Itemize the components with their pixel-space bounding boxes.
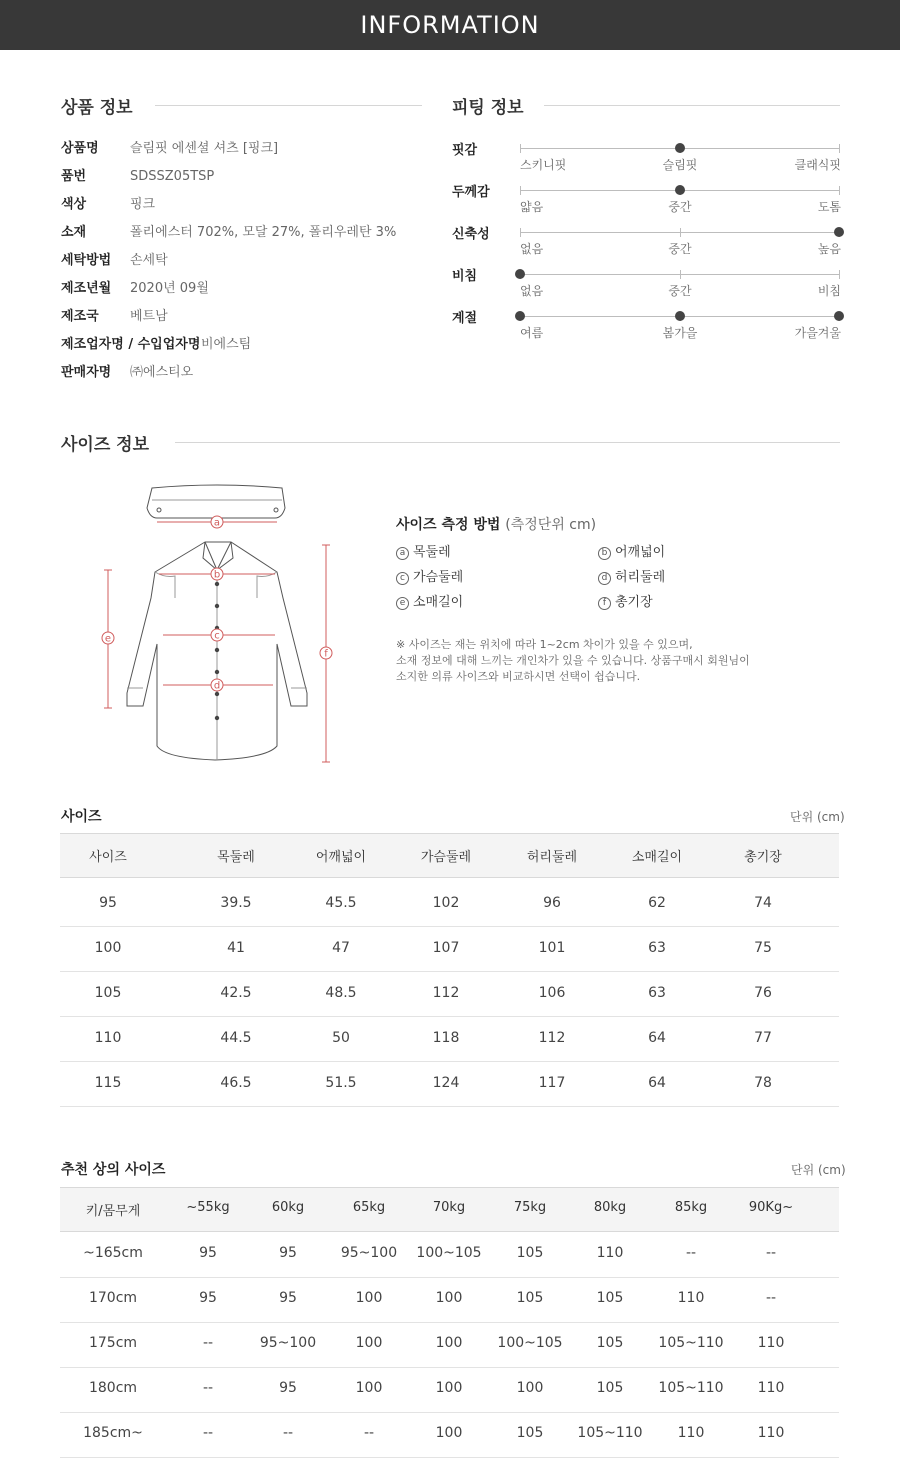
size-table-cell: 64: [648, 1030, 666, 1046]
product-info-label: 제조국: [61, 309, 99, 324]
size-table-cell: 46.5: [220, 1075, 252, 1091]
size-table-cell: 42.5: [220, 985, 252, 1001]
rec-table-cell: --: [202, 1335, 214, 1351]
note-line: 소지한 의류 사이즈와 비교하시면 선택이 쉽습니다.: [396, 670, 641, 683]
measure-item: [396, 566, 463, 585]
measure-item: [598, 541, 665, 560]
rec-table-cell: 95: [279, 1245, 297, 1261]
size-table-cell: 118: [432, 1030, 460, 1046]
size-table-header-cell: 허리둘레: [526, 850, 578, 865]
size-table-cell: 78: [754, 1075, 772, 1091]
rec-table-header-cell: 85kg: [674, 1200, 708, 1215]
fitting-label: 핏감: [452, 143, 478, 158]
product-info-value: 2020년 09월: [130, 281, 209, 296]
measure-item: [598, 566, 665, 585]
rec-table-cell: 110: [757, 1380, 785, 1396]
rec-table-cell: 100~105: [416, 1245, 482, 1261]
rec-table-cell: 110: [677, 1425, 705, 1441]
rec-table-title: 추천 상의 사이즈: [61, 1162, 166, 1178]
fitting-selected-dot: [834, 311, 844, 321]
rec-table-cell: 95: [279, 1290, 297, 1306]
rec-table-cell: 95~100: [340, 1245, 398, 1261]
fitting-scale-tick: [520, 144, 521, 153]
fitting-scale-tick: [839, 144, 840, 153]
rec-table-cell: --: [363, 1425, 375, 1441]
fitting-scale-tick: [520, 228, 521, 237]
size-table-cell: 76: [754, 985, 772, 1001]
size-table-cell: 44.5: [220, 1030, 252, 1046]
product-info-row: [61, 363, 441, 383]
size-table-cell: 112: [538, 1030, 566, 1046]
rec-table-cell: 100: [516, 1380, 544, 1396]
divider: [544, 105, 840, 106]
divider: [175, 442, 840, 443]
fitting-selected-dot: [675, 311, 685, 321]
product-info-label: 품번: [61, 169, 87, 184]
fitting-option-label: 슬림핏: [662, 158, 698, 172]
measure-mark: d: [598, 572, 611, 585]
size-table-cell: 112: [432, 985, 460, 1001]
diagram-mark-a: a: [213, 517, 221, 529]
rec-table-cell: --: [202, 1380, 214, 1396]
product-info-row: [61, 279, 441, 299]
fitting-option-label: 여름: [520, 326, 544, 340]
measure-mark: f: [598, 597, 611, 610]
size-table-cell: 63: [648, 940, 666, 956]
size-table-cell: 96: [543, 895, 561, 911]
size-table-cell: 100: [94, 940, 122, 956]
rec-table-cell: 175cm: [88, 1335, 138, 1351]
diagram-mark-e: e: [104, 633, 112, 645]
rec-table-cell: ~165cm: [83, 1245, 143, 1261]
measure-mark: c: [396, 572, 409, 585]
measure-item: [396, 591, 463, 610]
size-table-header-cell: 총기장: [744, 850, 782, 865]
rec-table-cell: 100: [355, 1290, 383, 1306]
shirt-diagram: [95, 478, 345, 770]
measure-item: [396, 541, 451, 560]
size-table-cell: 124: [432, 1075, 460, 1091]
measure-item: [598, 591, 653, 610]
fitting-option-label: 비침: [817, 284, 841, 298]
rec-table-header-cell: 80kg: [593, 1200, 627, 1215]
size-table-cell: 102: [432, 895, 460, 911]
measure-label: 어깨넓이: [615, 545, 666, 560]
size-table-header-cell: 사이즈: [89, 850, 127, 865]
note-line: 소재 정보에 대해 느끼는 개인차가 있을 수 있습니다. 상품구매시 회원님이: [396, 654, 750, 667]
size-info-title: 사이즈 정보: [61, 435, 150, 455]
fitting-option-label: 없음: [520, 242, 544, 256]
rec-table-cell: 110: [596, 1245, 624, 1261]
rec-table-cell: 110: [757, 1335, 785, 1351]
diagram-mark-c: c: [214, 630, 220, 642]
rec-table-row-divider: [60, 1457, 839, 1458]
rec-table-header-cell: 키/몸무게: [85, 1204, 141, 1219]
rec-table-row-divider: [60, 1367, 839, 1368]
size-table-cell: 47: [332, 940, 350, 956]
size-table-header-cell: 목둘레: [217, 850, 255, 865]
collar-shape: [147, 485, 285, 518]
product-info-label: 제조년월: [61, 281, 112, 296]
fitting-scale-tick: [680, 228, 681, 237]
size-table-cell: 51.5: [325, 1075, 357, 1091]
size-table-row-divider: [60, 1016, 839, 1017]
product-info-title: 상품 정보: [61, 98, 133, 118]
size-table-cell: 48.5: [325, 985, 357, 1001]
rec-table-row-divider: [60, 1412, 839, 1413]
size-table-title: 사이즈: [61, 809, 102, 825]
measure-title: [396, 514, 596, 534]
rec-table-cell: --: [765, 1290, 777, 1306]
measure-label: 목둘레: [413, 545, 451, 560]
product-info-value: 핑크: [130, 197, 156, 212]
header-title: INFORMATION: [360, 11, 540, 39]
rec-table-row-divider: [60, 1322, 839, 1323]
size-table-cell: 77: [754, 1030, 772, 1046]
diagram-mark-d: d: [213, 680, 221, 692]
rec-table-row-divider: [60, 1277, 839, 1278]
size-table-row-divider: [60, 1061, 839, 1062]
fitting-option-label: 스키니핏: [520, 158, 567, 172]
product-info-value: 비에스팀: [201, 337, 252, 352]
size-table-cell: 115: [94, 1075, 122, 1091]
rec-table-header-cell: 70kg: [432, 1200, 466, 1215]
product-info-value: ㈜에스티오: [130, 365, 194, 380]
rec-table-cell: 105~110: [658, 1335, 724, 1351]
fitting-selected-dot: [515, 269, 525, 279]
rec-table-cell: 110: [677, 1290, 705, 1306]
size-table-cell: 106: [538, 985, 566, 1001]
size-table-row-divider: [60, 971, 839, 972]
size-table-cell: 74: [754, 895, 772, 911]
measure-mark: e: [396, 597, 409, 610]
fitting-scale-tick: [680, 270, 681, 279]
fitting-row: [452, 139, 842, 179]
product-info-label: 판매자명: [61, 365, 112, 380]
fitting-option-label: 중간: [668, 200, 692, 214]
rec-table-cell: 105: [516, 1245, 544, 1261]
header-bar: [0, 0, 900, 50]
product-info-label: 색상: [61, 197, 87, 212]
fitting-info-title: 피팅 정보: [452, 98, 524, 118]
fitting-row: [452, 181, 842, 221]
fitting-option-label: 가을겨울: [794, 326, 841, 340]
measure-title-text: 사이즈 측정 방법: [396, 517, 501, 533]
fitting-label: 신축성: [452, 227, 490, 242]
product-info-label: 소재: [61, 225, 87, 240]
product-info-value: 슬림핏 에센셜 셔츠 [핑크]: [130, 141, 279, 156]
diagram-mark-f: f: [324, 648, 328, 660]
rec-table-cell: --: [765, 1245, 777, 1261]
size-table-row-divider: [60, 926, 839, 927]
fitting-scale-tick: [839, 186, 840, 195]
measure-mark: a: [396, 547, 409, 560]
size-table-cell: 107: [432, 940, 460, 956]
fitting-option-label: 도톰: [817, 200, 841, 214]
rec-table-header-cell: 90Kg~: [748, 1200, 794, 1215]
product-info-row: [61, 251, 441, 271]
size-table-cell: 95: [99, 895, 117, 911]
size-table-unit: 단위 (cm): [790, 810, 845, 824]
fitting-selected-dot: [675, 143, 685, 153]
product-info-row: [61, 139, 441, 159]
rec-table-cell: 170cm: [88, 1290, 138, 1306]
product-info-row: [61, 307, 441, 327]
size-table-cell: 64: [648, 1075, 666, 1091]
rec-table-cell: 100: [435, 1380, 463, 1396]
rec-table-cell: --: [685, 1245, 697, 1261]
size-table-cell: 41: [227, 940, 245, 956]
rec-table-header-cell: 65kg: [352, 1200, 386, 1215]
rec-table-cell: 100: [435, 1290, 463, 1306]
size-table-cell: 63: [648, 985, 666, 1001]
fitting-scale-tick: [839, 270, 840, 279]
fitting-label: 두께감: [452, 185, 490, 200]
fitting-row: [452, 307, 842, 347]
measure-label: 소매길이: [413, 595, 464, 610]
size-table-cell: 105: [94, 985, 122, 1001]
size-table-header-cell: 어깨넓이: [315, 850, 367, 865]
product-info-value: 베트남: [130, 309, 168, 324]
fitting-scale-tick: [520, 186, 521, 195]
product-info-label: 세탁방법: [61, 253, 112, 268]
size-table-row-divider: [60, 1106, 839, 1107]
fitting-option-label: 클래식핏: [794, 158, 841, 172]
rec-table-cell: --: [202, 1425, 214, 1441]
rec-table-cell: 100~105: [497, 1335, 563, 1351]
size-table-header-cell: 가슴둘레: [420, 850, 472, 865]
size-table-cell: 39.5: [220, 895, 252, 911]
measure-unit: (측정단위 cm): [505, 517, 597, 533]
fitting-option-label: 봄가을: [662, 326, 698, 340]
product-info-row: [61, 223, 441, 243]
rec-table-cell: 180cm: [88, 1380, 138, 1396]
rec-table-header-cell: 75kg: [513, 1200, 547, 1215]
size-table-cell: 75: [754, 940, 772, 956]
rec-table-cell: 105: [596, 1380, 624, 1396]
rec-table-cell: 110: [757, 1425, 785, 1441]
size-table-header-cell: 소매길이: [631, 850, 683, 865]
measure-label: 허리둘레: [615, 570, 666, 585]
fitting-label: 계절: [452, 311, 478, 326]
measure-label: 총기장: [615, 595, 653, 610]
fitting-option-label: 얇음: [520, 200, 544, 214]
size-table-cell: 117: [538, 1075, 566, 1091]
fitting-row: [452, 265, 842, 305]
rec-table-cell: 100: [435, 1425, 463, 1441]
size-table-cell: 62: [648, 895, 666, 911]
rec-table-cell: 100: [435, 1335, 463, 1351]
fitting-label: 비침: [452, 269, 478, 284]
rec-table-cell: 95~100: [259, 1335, 317, 1351]
rec-table-header-cell: ~55kg: [186, 1200, 230, 1215]
rec-table-cell: 95: [279, 1380, 297, 1396]
fitting-option-label: 중간: [668, 284, 692, 298]
note-line: ※ 사이즈는 재는 위치에 따라 1~2cm 차이가 있을 수 있으며,: [396, 638, 693, 651]
rec-table-cell: 105: [596, 1335, 624, 1351]
product-info-value: 손세탁: [130, 253, 168, 268]
fitting-option-label: 없음: [520, 284, 544, 298]
rec-table-cell: --: [282, 1425, 294, 1441]
measure-mark: b: [598, 547, 611, 560]
product-info-row: [61, 335, 441, 355]
rec-table-unit: 단위 (cm): [791, 1163, 846, 1177]
rec-table-cell: 100: [355, 1380, 383, 1396]
fitting-selected-dot: [515, 311, 525, 321]
rec-table-cell: 105: [596, 1290, 624, 1306]
rec-table-cell: 95: [199, 1245, 217, 1261]
size-table-cell: 50: [332, 1030, 350, 1046]
product-info-value: SDSSZ05TSP: [130, 169, 215, 184]
rec-table-cell: 185cm~: [83, 1425, 143, 1441]
rec-table-cell: 105~110: [577, 1425, 643, 1441]
fitting-row: [452, 223, 842, 263]
fitting-selected-dot: [834, 227, 844, 237]
rec-table-cell: 105: [516, 1425, 544, 1441]
fitting-selected-dot: [675, 185, 685, 195]
size-table-cell: 101: [538, 940, 566, 956]
fitting-option-label: 중간: [668, 242, 692, 256]
rec-table-cell: 95: [199, 1290, 217, 1306]
diagram-mark-b: b: [213, 569, 221, 581]
product-info-row: [61, 167, 441, 187]
product-info-value: 폴리에스터 702%, 모달 27%, 폴리우레탄 3%: [130, 225, 397, 240]
product-info-label: 제조업자명 / 수입업자명: [61, 337, 201, 352]
rec-table-cell: 105: [516, 1290, 544, 1306]
divider: [155, 105, 422, 106]
size-table-cell: 45.5: [325, 895, 357, 911]
size-table-cell: 110: [94, 1030, 122, 1046]
rec-table-cell: 105~110: [658, 1380, 724, 1396]
product-info-row: [61, 195, 441, 215]
fitting-option-label: 높음: [817, 242, 841, 256]
rec-table-cell: 100: [355, 1335, 383, 1351]
measure-label: 가슴둘레: [413, 570, 464, 585]
product-info-label: 상품명: [61, 141, 99, 156]
rec-table-header-cell: 60kg: [271, 1200, 305, 1215]
